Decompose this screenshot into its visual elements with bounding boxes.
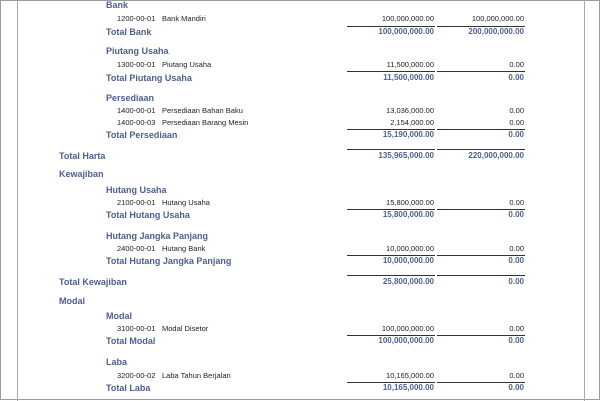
total-amount-prior: 0.00 — [508, 256, 524, 265]
account-amount: 2,154,000.00 — [390, 118, 434, 127]
account-amount: 10,000,000.00 — [386, 244, 434, 253]
account-code: 1300-00-01 — [117, 60, 156, 69]
total-row-hutang-jangka-panjang — [1, 255, 600, 267]
total-amount: 10,000,000.00 — [382, 256, 434, 265]
account-amount: 15,800,000.00 — [386, 198, 434, 207]
account-amount: 100,000,000.00 — [381, 324, 434, 333]
account-row — [1, 243, 600, 255]
total-row-bank — [1, 26, 600, 38]
group-header-piutang: Piutang Usaha — [106, 46, 169, 56]
account-amount: 11,500,000.00 — [386, 60, 434, 69]
total-amount-prior: 0.00 — [508, 210, 524, 219]
total-amount: 10,165,000.00 — [382, 383, 434, 392]
account-code: 1400-00-03 — [117, 118, 156, 127]
total-label: Total Persediaan — [106, 130, 178, 140]
account-row — [1, 370, 600, 382]
account-name: Bank Mandiri — [162, 14, 206, 23]
account-amount-prior: 0.00 — [509, 324, 524, 333]
account-code: 1400-00-01 — [117, 106, 156, 115]
section-header-kewajiban: Kewajiban — [59, 169, 104, 179]
account-row — [1, 105, 600, 117]
account-code: 2400-00-01 — [117, 244, 156, 253]
account-row — [1, 13, 600, 25]
total-row-laba — [1, 382, 600, 394]
account-row — [1, 59, 600, 71]
account-amount: 10,165,000.00 — [386, 371, 434, 380]
total-amount-prior: 0.00 — [508, 336, 524, 345]
total-label: Total Hutang Jangka Panjang — [106, 256, 232, 266]
total-amount: 100,000,000.00 — [378, 336, 434, 345]
account-row — [1, 117, 600, 129]
total-amount-prior: 0.00 — [508, 383, 524, 392]
group-header-persediaan: Persediaan — [106, 93, 155, 103]
account-code: 3100-00-01 — [117, 324, 156, 333]
total-label: Total Modal — [106, 336, 156, 346]
account-amount-prior: 0.00 — [509, 198, 524, 207]
account-code: 2100-00-01 — [117, 198, 156, 207]
account-name: Modal Disetor — [162, 324, 209, 333]
account-amount-prior: 0.00 — [509, 371, 524, 380]
total-label: Total Laba — [106, 383, 151, 393]
total-amount: 15,190,000.00 — [382, 130, 434, 139]
total-amount: 15,800,000.00 — [382, 210, 434, 219]
account-name: Laba Tahun Berjalan — [162, 371, 231, 380]
account-code: 1200-00-01 — [117, 14, 156, 23]
account-name: Hutang Usaha — [162, 198, 210, 207]
section-header-modal: Modal — [59, 296, 85, 306]
account-name: Persediaan Barang Mesin — [162, 118, 249, 127]
total-amount-prior: 0.00 — [508, 73, 524, 82]
group-header-hutang-usaha: Hutang Usaha — [106, 185, 167, 195]
total-amount: 100,000,000.00 — [378, 27, 434, 36]
account-amount: 13,036,000.00 — [386, 106, 434, 115]
group-header-bank: Bank — [106, 0, 129, 10]
account-row — [1, 197, 600, 209]
account-amount-prior: 0.00 — [509, 106, 524, 115]
total-row-hutang-usaha — [1, 209, 600, 221]
grand-total-amount-prior: 0.00 — [508, 277, 524, 286]
total-label: Total Bank — [106, 27, 152, 37]
grand-total-harta — [1, 150, 600, 162]
total-row-piutang — [1, 72, 600, 84]
grand-total-kewajiban — [1, 276, 600, 288]
total-label: Total Hutang Usaha — [106, 210, 190, 220]
account-name: Persediaan Bahan Baku — [162, 106, 243, 115]
total-row-persediaan — [1, 129, 600, 141]
group-header-hutang-jangka-panjang: Hutang Jangka Panjang — [106, 231, 209, 241]
grand-total-amount: 25,800,000.00 — [382, 277, 434, 286]
account-amount-prior: 0.00 — [509, 244, 524, 253]
total-amount: 11,500,000.00 — [383, 73, 434, 82]
account-name: Hutang Bank — [162, 244, 206, 253]
total-amount-prior: 200,000,000.00 — [468, 27, 524, 36]
grand-total-amount: 135,965,000.00 — [378, 151, 434, 160]
group-header-laba: Laba — [106, 357, 128, 367]
account-amount: 100,000,000.00 — [381, 14, 434, 23]
grand-total-label: Total Kewajiban — [59, 277, 127, 287]
account-amount-prior: 0.00 — [509, 118, 524, 127]
group-header-modal: Modal — [106, 311, 132, 321]
account-amount-prior: 100,000,000.00 — [471, 14, 524, 23]
total-amount-prior: 0.00 — [508, 130, 524, 139]
total-label: Total Piutang Usaha — [106, 73, 192, 83]
grand-total-amount-prior: 220,000,000.00 — [468, 151, 524, 160]
account-code: 3200-00-02 — [117, 371, 156, 380]
account-name: Piutang Usaha — [162, 60, 212, 69]
account-amount-prior: 0.00 — [509, 60, 524, 69]
account-row — [1, 323, 600, 335]
grand-total-label: Total Harta — [59, 151, 106, 161]
total-row-modal — [1, 335, 600, 347]
